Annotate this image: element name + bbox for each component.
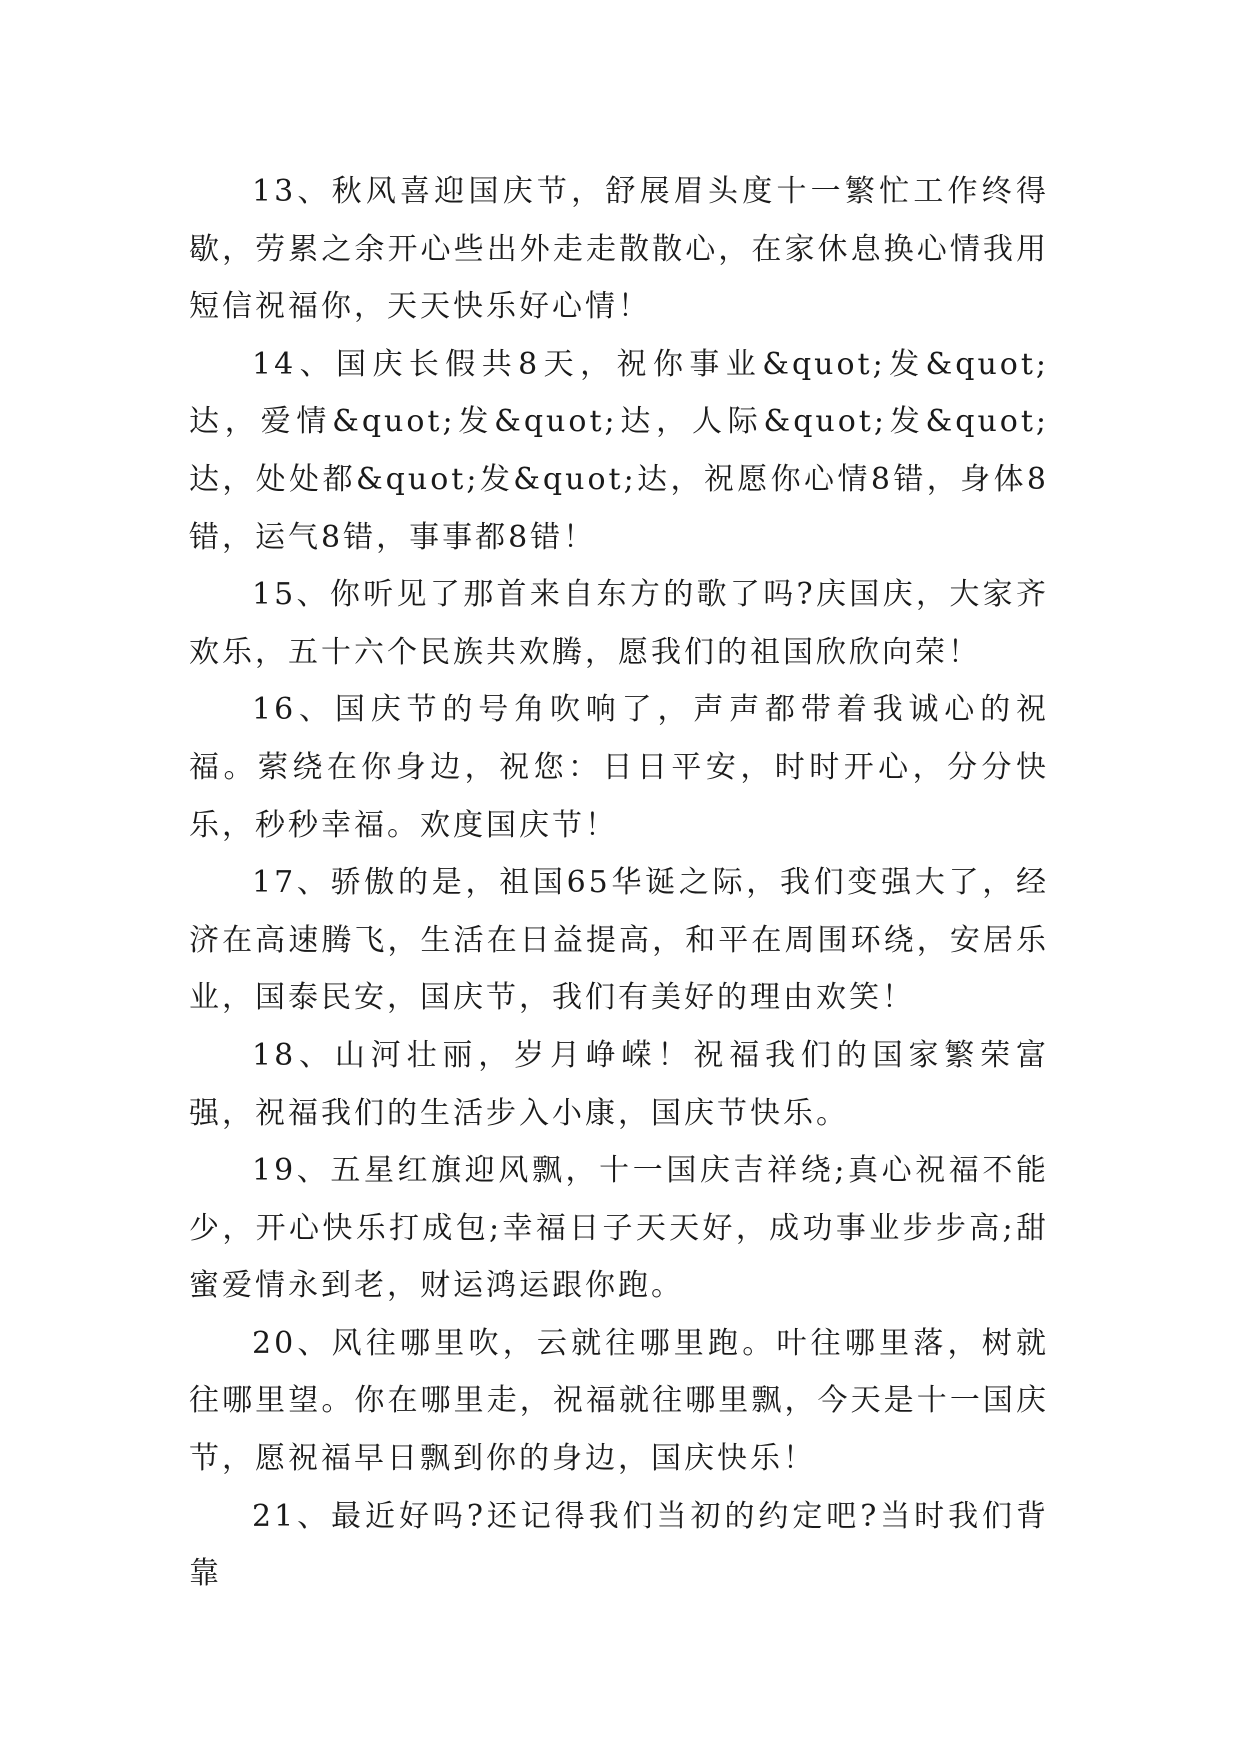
paragraph-17: 17、骄傲的是，祖国65华诞之际，我们变强大了，经济在高速腾飞，生活在日益提高，和平在周围环绕，安居乐业，国泰民安，国庆节，我们有美好的理由欢笑！ — [189, 865, 1049, 1016]
paragraph-21: 21、最近好吗?还记得我们当初的约定吧?当时我们背靠 — [189, 1498, 1049, 1592]
paragraph-16: 16、国庆节的号角吹响了，声声都带着我诚心的祝福。萦绕在你身边，祝您：日日平安，时时开心，分分快乐，秒秒幸福。欢度国庆节！ — [189, 692, 1049, 843]
paragraph-15: 15、你听见了那首来自东方的歌了吗?庆国庆，大家齐欢乐，五十六个民族共欢腾，愿我们的祖国欣欣向荣！ — [189, 577, 1049, 670]
paragraph-18: 18、山河壮丽，岁月峥嵘！祝福我们的国家繁荣富强，祝福我们的生活步入小康，国庆节快乐。 — [189, 1037, 1049, 1131]
paragraph-19: 19、五星红旗迎风飘，十一国庆吉祥绕;真心祝福不能少，开心快乐打成包;幸福日子天天好，成功事业步步高;甜蜜爱情永到老，财运鸿运跟你跑。 — [189, 1153, 1049, 1304]
paragraph-14: 14、国庆长假共8天，祝你事业&quot;发&quot;达，爱情&quot;发&quot;达，人际&quot;发&quot;达，处处都&quot;发&quot;达，祝愿你心情8错，身体8错，运气8错，事事都8错！ — [189, 346, 1049, 555]
paragraph-20: 20、风往哪里吹，云就往哪里跑。叶往哪里落，树就往哪里望。你在哪里走，祝福就往哪里飘，今天是十一国庆节，愿祝福早日飘到你的身边，国庆快乐！ — [189, 1325, 1049, 1477]
document-page — [189, 163, 1049, 1603]
paragraph-13: 13、秋风喜迎国庆节，舒展眉头度十一繁忙工作终得歇，劳累之余开心些出外走走散散心，在家休息换心情我用短信祝福你，天天快乐好心情！ — [189, 174, 1049, 325]
